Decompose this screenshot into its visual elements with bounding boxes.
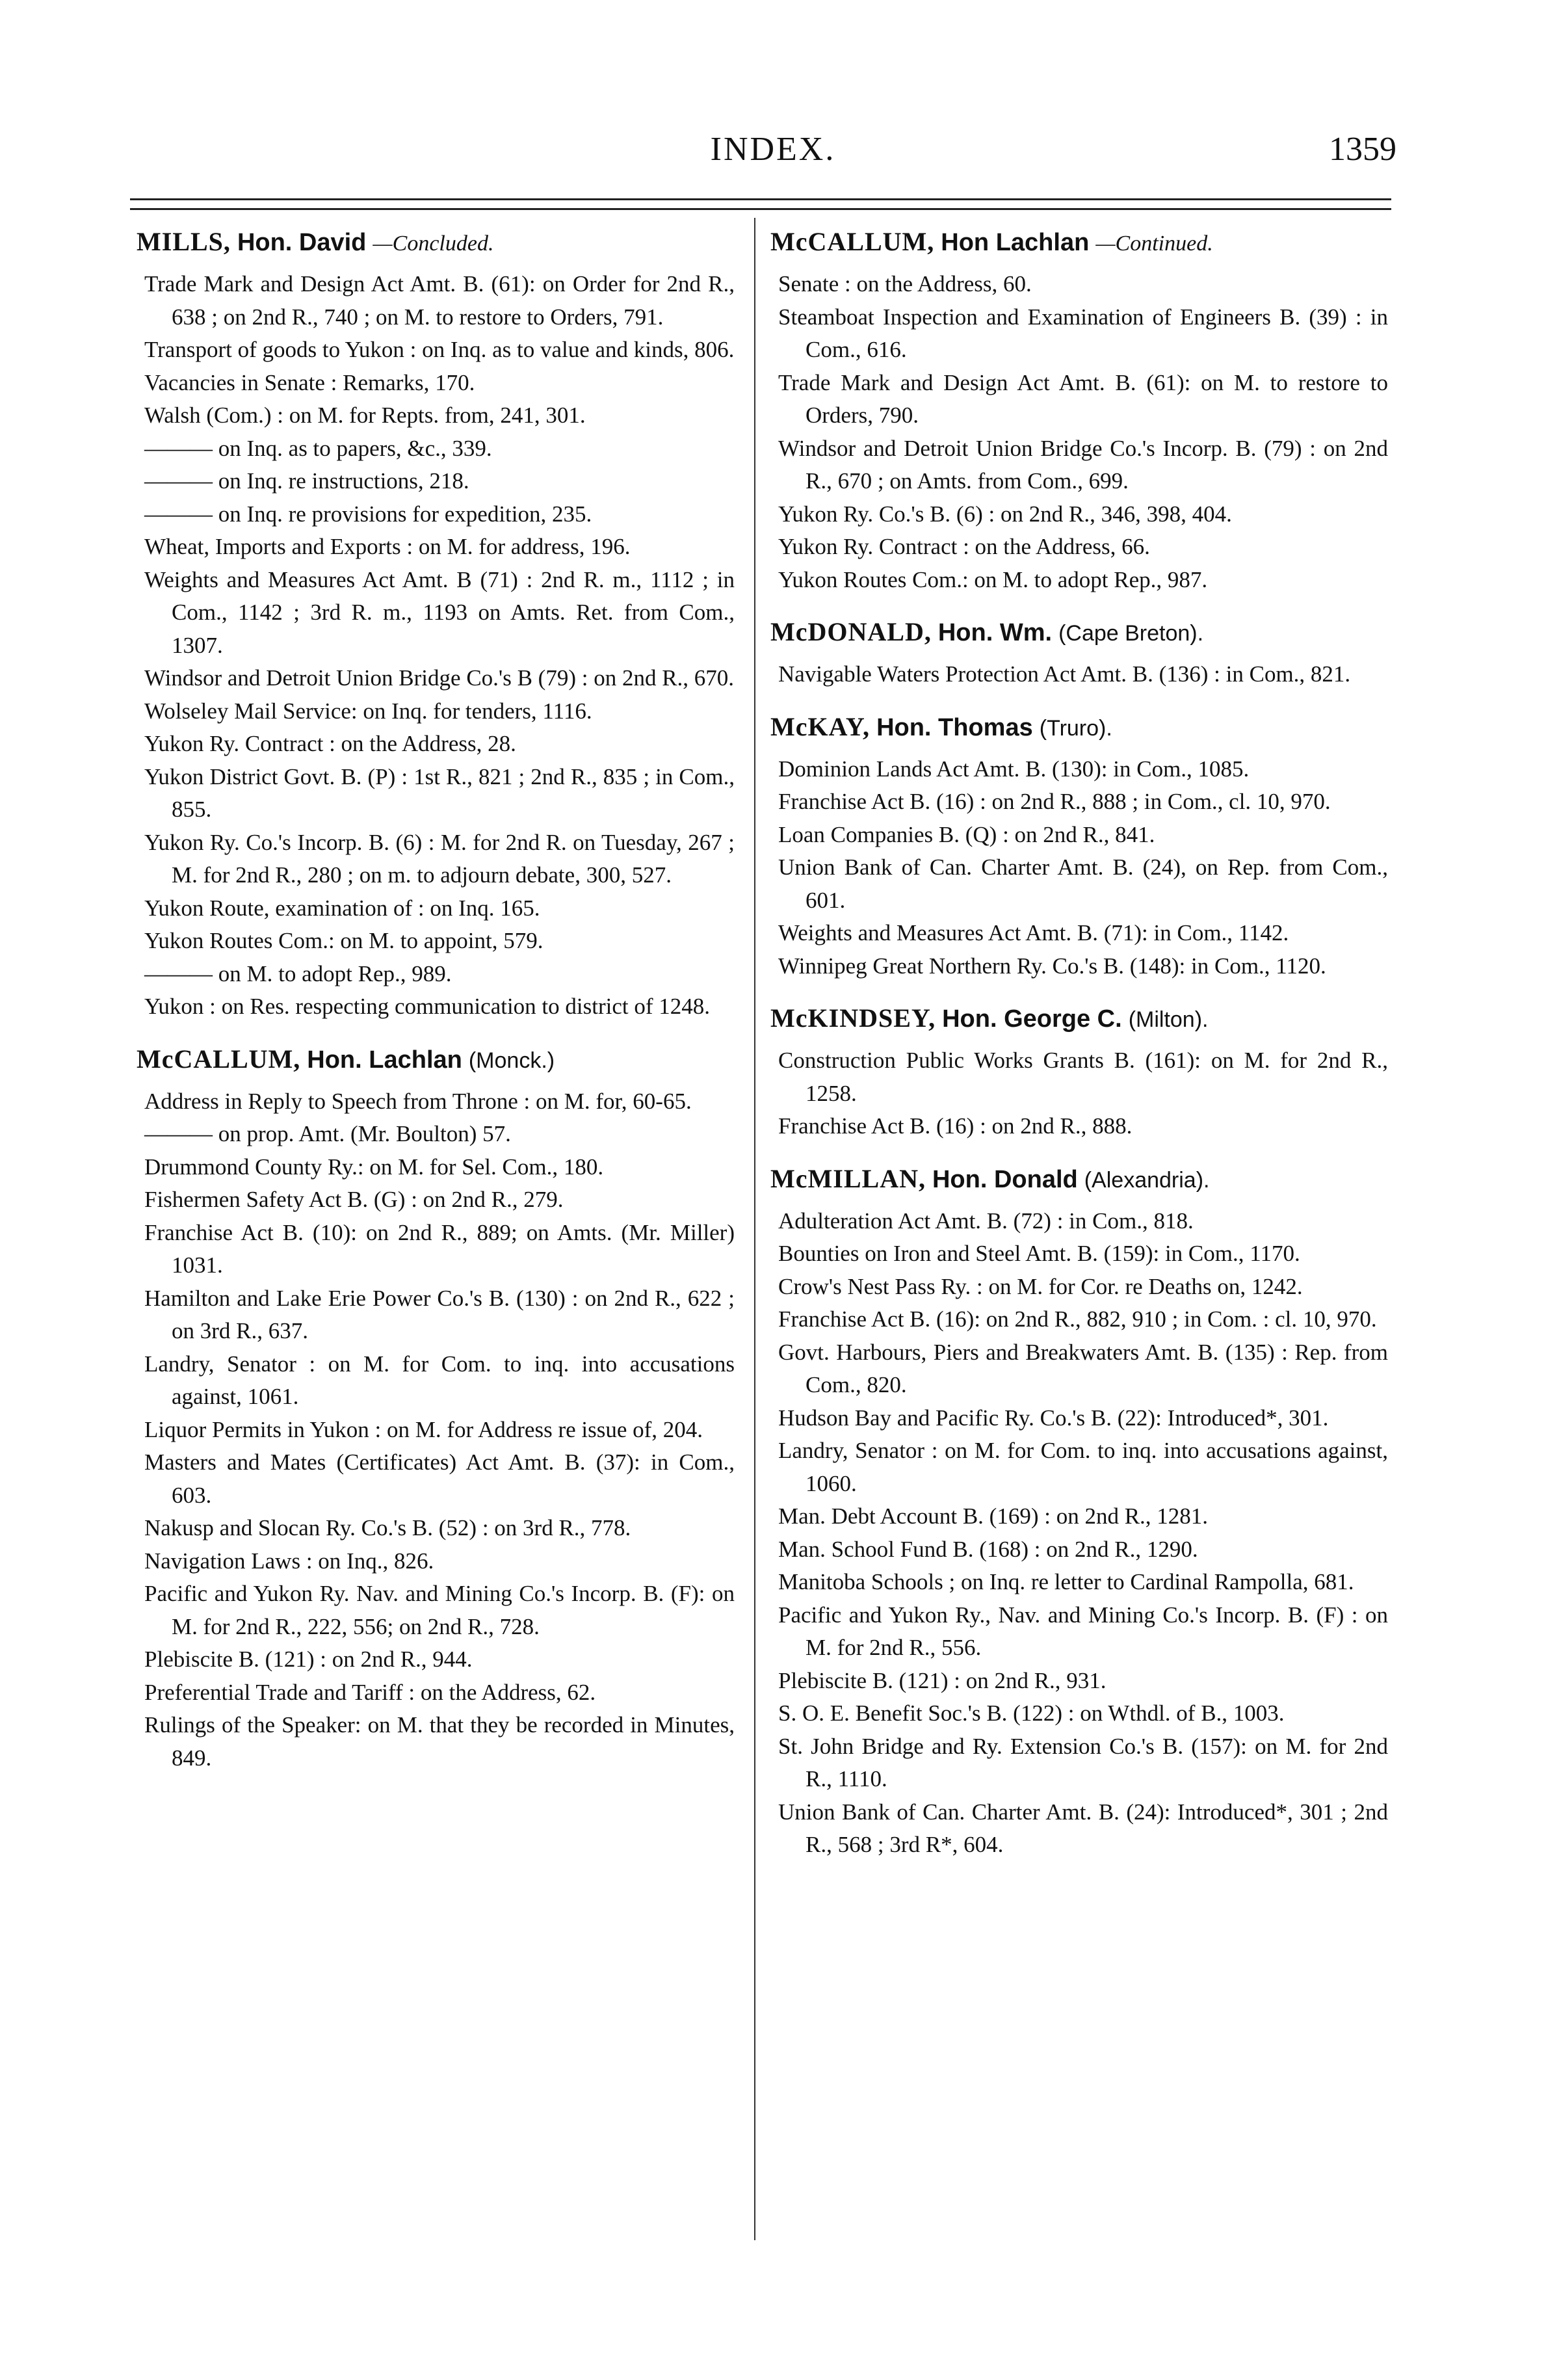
index-entry: Transport of goods to Yukon : on Inq. as to value and kinds, 806. [144,337,735,362]
header-rule-top [130,198,1391,200]
index-entry: Trade Mark and Design Act Amt. B. (61): on M. to restore to Orders, 790. [778,369,1388,428]
person-riding: (Milton). [1128,1007,1209,1032]
index-entry: Weights and Measures Act Amt. B (71) : 2nd R. m., 1112 ; in Com., 1142 ; 3rd R. m., 1193 on Amts. Ret. from Com., 1307. [144,566,735,658]
index-entry: Pacific and Yukon Ry. Nav. and Mining Co.'s Incorp. B. (F): on M. for 2nd R., 222, 556; on 2nd R., 728. [144,1581,735,1639]
index-entry: Franchise Act B. (16) : on 2nd R., 888 ; in Com., cl. 10, 970. [778,789,1331,814]
page-header [0,130,1546,182]
column-divider [754,218,755,2240]
person-surname: McDONALD, [770,617,932,646]
person-surname: McKAY, [770,711,871,741]
person-riding: (Monck.) [468,1048,555,1073]
index-entry: Preferential Trade and Tariff : on the Address, 62. [144,1679,596,1705]
index-entry: Rulings of the Speaker: on M. that they be recorded in Minutes, 849. [144,1712,735,1771]
index-entry: Union Bank of Can. Charter Amt. B. (24): Introduced*, 301 ; 2nd R., 568 ; 3rd R*, 604. [778,1799,1388,1857]
index-entry: Walsh (Com.) : on M. for Repts. from, 241, 301. [144,403,586,428]
index-entry: Bounties on Iron and Steel Amt. B. (159): in Com., 1170. [778,1241,1300,1266]
index-entry: Yukon Routes Com.: on M. to adopt Rep., 987. [778,566,1208,592]
index-entry: Franchise Act B. (16): on 2nd R., 882, 910 ; in Com. : cl. 10, 970. [778,1306,1377,1332]
person-given-name: Hon. Lachlan [307,1046,462,1074]
index-entry: Franchise Act B. (16) : on 2nd R., 888. [778,1113,1133,1139]
index-entry: Plebiscite B. (121) : on 2nd R., 931. [778,1667,1107,1693]
person-given-name: Hon Lachlan [941,229,1090,256]
index-entry: Landry, Senator : on M. for Com. to inq. into accusations against, 1061. [144,1351,735,1409]
index-entry: Dominion Lands Act Amt. B. (130): in Com., 1085. [778,756,1250,782]
person-heading [137,224,735,261]
person-heading [770,1001,1388,1038]
index-entry: Steamboat Inspection and Examination of Engineers B. (39) : in Com., 616. [778,304,1388,362]
index-entry: Yukon Ry. Co.'s Incorp. B. (6) : M. for 2nd R. on Tuesday, 267 ; M. for 2nd R., 280 ; on m. to adjourn debate, 300, 527. [144,829,735,888]
person-heading [770,224,1388,261]
index-entry-list [137,1085,735,1775]
left-column [137,224,735,1793]
index-person-block [770,1001,1388,1143]
index-entry: Man. Debt Account B. (169) : on 2nd R., 1281. [778,1503,1209,1529]
index-entry: Windsor and Detroit Union Bridge Co.'s Incorp. B. (79) : on 2nd R., 670 ; on Amts. from Com., 699. [778,435,1388,494]
index-entry-list [137,268,735,1024]
index-person-block [770,615,1388,691]
index-entry: Manitoba Schools ; on Inq. re letter to Cardinal Rampolla, 681. [778,1569,1354,1594]
index-entry: Adulteration Act Amt. B. (72) : in Com., 818. [778,1208,1194,1234]
index-entry-list [770,1044,1388,1143]
index-entry: Yukon Ry. Contract : on the Address, 66. [778,534,1150,559]
index-entry: Wheat, Imports and Exports : on M. for address, 196. [144,534,631,559]
index-entry: ——— on prop. Amt. (Mr. Boulton) 57. [144,1121,511,1146]
index-entry: Yukon Ry. Contract : on the Address, 28. [144,731,516,756]
index-entry: Yukon Routes Com.: on M. to appoint, 579. [144,928,544,953]
index-entry: ——— on M. to adopt Rep., 989. [144,960,452,986]
index-entry: Yukon : on Res. respecting communication to district of 1248. [144,994,711,1019]
person-given-name: Hon. Donald [932,1165,1078,1193]
index-entry: Hamilton and Lake Erie Power Co.'s B. (130) : on 2nd R., 622 ; on 3rd R., 637. [144,1285,735,1343]
person-heading-suffix: —Continued. [1095,231,1213,256]
header-rule-bottom [130,208,1391,210]
index-entry: Navigable Waters Protection Act Amt. B. (136) : in Com., 821. [778,661,1351,687]
index-entry: Govt. Harbours, Piers and Breakwaters Amt. B. (135) : Rep. from Com., 820. [778,1339,1388,1397]
index-entry: Winnipeg Great Northern Ry. Co.'s B. (148): in Com., 1120. [778,953,1326,979]
index-entry: Masters and Mates (Certificates) Act Amt. B. (37): in Com., 603. [144,1449,735,1508]
index-entry: Trade Mark and Design Act Amt. B. (61): on Order for 2nd R., 638 ; on 2nd R., 740 ; on M. to restore to Orders, 791. [144,271,735,330]
index-entry: Union Bank of Can. Charter Amt. B. (24), on Rep. from Com., 601. [778,854,1388,913]
person-given-name: Hon. Thomas [876,713,1033,741]
index-entry: Fishermen Safety Act B. (G) : on 2nd R., 279. [144,1187,564,1212]
index-entry: Crow's Nest Pass Ry. : on M. for Cor. re Deaths on, 1242. [778,1273,1303,1299]
index-person-block [770,709,1388,983]
person-riding: (Cape Breton). [1058,621,1204,646]
index-person-block [770,224,1388,596]
person-riding: (Alexandria). [1084,1167,1210,1193]
index-entry: Loan Companies B. (Q) : on 2nd R., 841. [778,821,1155,847]
index-entry: Yukon Route, examination of : on Inq. 165. [144,895,540,921]
person-riding: (Truro). [1039,715,1112,741]
index-entry: Pacific and Yukon Ry., Nav. and Mining Co.'s Incorp. B. (F) : on M. for 2nd R., 556. [778,1602,1388,1660]
person-heading [770,709,1388,747]
person-heading-suffix: —Concluded. [373,231,494,256]
index-entry-list [770,753,1388,983]
index-entry-list [770,658,1388,691]
index-person-block [137,1042,735,1775]
page-number: 1359 [1329,131,1396,168]
index-entry: Vacancies in Senate : Remarks, 170. [144,369,475,395]
index-entry-list [770,1205,1388,1862]
index-entry: Hudson Bay and Pacific Ry. Co.'s B. (22): Introduced*, 301. [778,1405,1329,1431]
person-surname: McKINDSEY, [770,1003,936,1033]
index-person-block [770,1161,1388,1862]
person-heading [770,1161,1388,1198]
person-surname: McMILLAN, [770,1163,926,1193]
right-column [770,224,1388,1880]
index-entry: S. O. E. Benefit Soc.'s B. (122) : on Wthdl. of B., 1003. [778,1700,1285,1726]
index-entry: ——— on Inq. re provisions for expedition, 235. [144,501,592,527]
index-entry: Weights and Measures Act Amt. B. (71): in Com., 1142. [778,920,1289,945]
index-entry: St. John Bridge and Ry. Extension Co.'s B. (157): on M. for 2nd R., 1110. [778,1733,1388,1792]
index-entry: Landry, Senator : on M. for Com. to inq. into accusations against, 1060. [778,1438,1388,1496]
index-entry: Nakusp and Slocan Ry. Co.'s B. (52) : on 3rd R., 778. [144,1515,631,1540]
person-given-name: Hon. Wm. [937,619,1053,646]
index-entry: Navigation Laws : on Inq., 826. [144,1548,434,1574]
index-entry: Wolseley Mail Service: on Inq. for tenders, 1116. [144,698,592,724]
person-surname: McCALLUM, [770,227,935,256]
person-surname: MILLS, [137,227,231,256]
index-entry: Senate : on the Address, 60. [778,271,1032,297]
page-title: INDEX. [710,131,836,168]
index-entry: ——— on Inq. as to papers, &c., 339. [144,435,492,461]
index-entry: Address in Reply to Speech from Throne : on M. for, 60-65. [144,1088,692,1114]
index-entry: Drummond County Ry.: on M. for Sel. Com., 180. [144,1154,604,1180]
person-heading [137,1042,735,1079]
index-entry: Man. School Fund B. (168) : on 2nd R., 1290. [778,1536,1198,1562]
index-entry-list [770,268,1388,596]
person-surname: McCALLUM, [137,1044,301,1074]
index-entry: Franchise Act B. (10): on 2nd R., 889; on Amts. (Mr. Miller) 1031. [144,1219,735,1278]
index-entry: Yukon Ry. Co.'s B. (6) : on 2nd R., 346, 398, 404. [778,501,1232,527]
index-entry: Plebiscite B. (121) : on 2nd R., 944. [144,1646,473,1672]
index-entry: Construction Public Works Grants B. (161): on M. for 2nd R., 1258. [778,1048,1388,1106]
index-entry: ——— on Inq. re instructions, 218. [144,468,469,494]
person-given-name: Hon. David [237,229,367,256]
person-given-name: Hon. George C. [942,1005,1122,1033]
index-person-block [137,224,735,1024]
index-entry: Windsor and Detroit Union Bridge Co.'s B (79) : on 2nd R., 670. [144,665,735,691]
person-heading [770,615,1388,652]
index-entry: Yukon District Govt. B. (P) : 1st R., 821 ; 2nd R., 835 ; in Com., 855. [144,763,735,822]
index-entry: Liquor Permits in Yukon : on M. for Address re issue of, 204. [144,1416,703,1442]
